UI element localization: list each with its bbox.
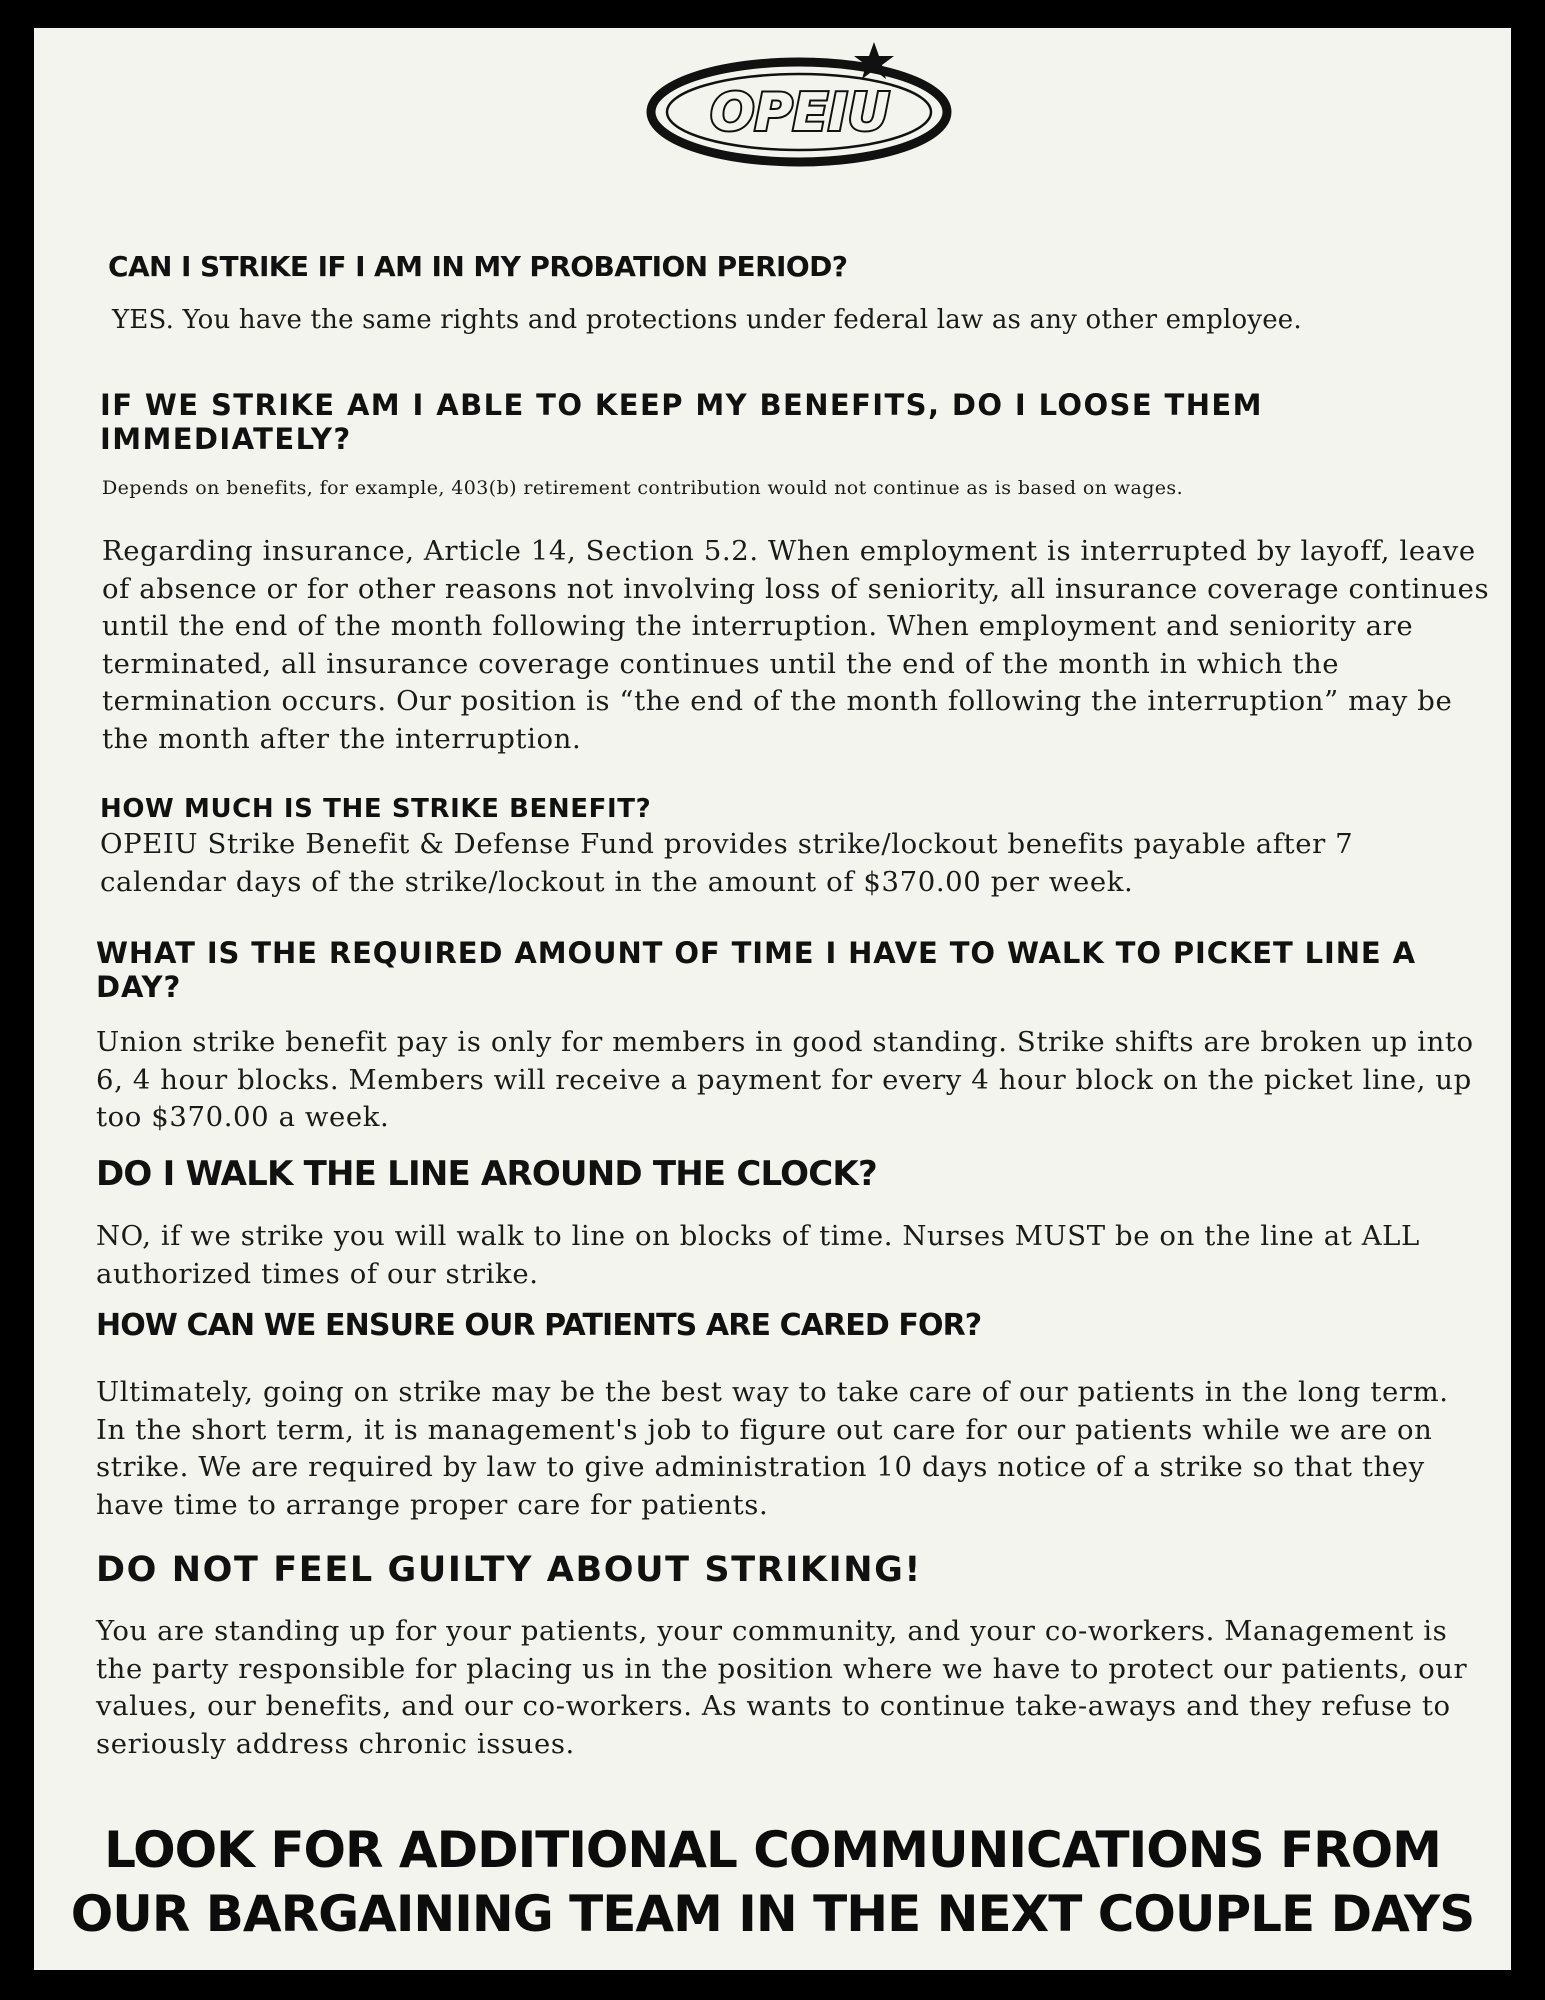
answer-block <box>102 476 1502 500</box>
svg-text:OPEIU: OPEIU <box>710 83 890 143</box>
answer-text: OPEIU Strike Benefit & Defense Fund provides strike/lockout benefits payable after 7 calendar days of the strike/lockout in the amount of $370.00 per week. <box>100 828 1354 898</box>
question-heading: WHAT IS THE REQUIRED AMOUNT OF TIME I HAVE TO WALK TO PICKET LINE A DAY? <box>96 936 1416 1004</box>
answer-text: Union strike benefit pay is only for members in good standing. Strike shifts are broken up into 6, 4 hour blocks. Members will receive a payment for every 4 hour block on the picket line, up too $370.00 a week. <box>96 1026 1474 1133</box>
question-heading: CAN I STRIKE IF I AM IN MY PROBATION PERIOD? <box>108 250 848 283</box>
answer-text: You are standing up for your patients, your community, and your co-workers. Management is the party responsible for placing us in the position where we have to protect our patients, our values, our benefits, and our co-workers. As wants to continue take-aways and they refuse to seriously address chronic issues. <box>96 1615 1468 1760</box>
question-heading: IF WE STRIKE AM I ABLE TO KEEP MY BENEFITS, DO I LOOSE THEM IMMEDIATELY? <box>100 388 1263 456</box>
answer-text: YES. You have the same rights and protections under federal law as any other employee. <box>112 305 1302 335</box>
opeiu-logo <box>624 34 974 184</box>
section-probation <box>108 250 1488 283</box>
answer-block <box>96 1218 1496 1293</box>
answer-text: NO, if we strike you will walk to line on blocks of time. Nurses MUST be on the line at ALL authorized times of our strike. <box>96 1220 1420 1290</box>
question-heading: DO I WALK THE LINE AROUND THE CLOCK? <box>96 1154 877 1194</box>
section-strike-benefit <box>100 794 1480 824</box>
section-guilty <box>96 1550 1476 1590</box>
answer-text: Regarding insurance, Article 14, Section 5.2. When employment is interrupted by layoff, leave of absence or for other reasons not involving loss of seniority, all insurance coverage continues until the end of the month following the interruption. When employment and seniority are terminated, all insurance coverage continues until the end of the month in which the termination occurs. Our position is “the end of the month following the interruption” may be the month after the interruption. <box>102 535 1490 755</box>
footer-callout <box>34 1818 1511 1946</box>
section-around-clock <box>96 1154 1476 1194</box>
answer-text: Depends on benefits, for example, 403(b) retirement contribution would not continue as is based on wages. <box>102 477 1184 499</box>
section-picket-time <box>96 936 1456 1004</box>
question-heading: DO NOT FEEL GUILTY ABOUT STRIKING! <box>96 1550 922 1590</box>
footer-line-2: OUR BARGAINING TEAM IN THE NEXT COUPLE DAYS <box>70 1885 1475 1943</box>
answer-block <box>96 1024 1486 1137</box>
answer-block <box>102 533 1492 758</box>
answer-block <box>96 1613 1496 1763</box>
flyer-page <box>34 28 1511 1970</box>
question-heading: HOW MUCH IS THE STRIKE BENEFIT? <box>100 794 652 824</box>
question-heading: HOW CAN WE ENSURE OUR PATIENTS ARE CARED FOR? <box>96 1308 982 1343</box>
section-benefits <box>100 388 1330 456</box>
answer-text: Ultimately, going on strike may be the best way to take care of our patients in the long term. In the short term, it is management's job to figure out care for our patients while we are on strike. We are required by law to give administration 10 days notice of a strike so that they have time to arrange proper care for patients. <box>96 1376 1449 1521</box>
section-patients <box>96 1308 1476 1343</box>
answer-block <box>100 826 1440 901</box>
footer-line-1: LOOK FOR ADDITIONAL COMMUNICATIONS FROM <box>104 1821 1441 1879</box>
answer-block <box>96 1374 1486 1524</box>
answer-block <box>112 302 1492 340</box>
